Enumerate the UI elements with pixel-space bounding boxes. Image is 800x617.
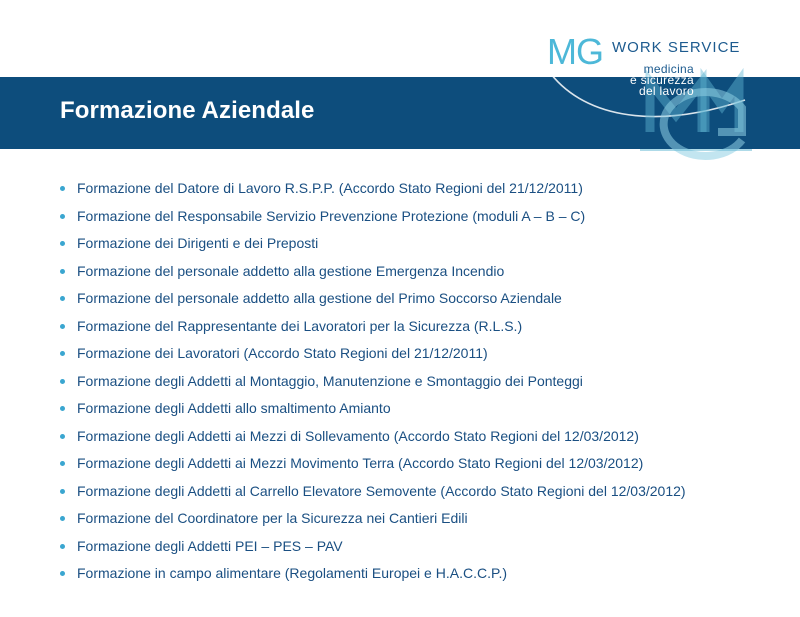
bullet-icon [60,241,65,246]
logo-mark: MG [547,31,603,72]
list-item-text: Formazione degli Addetti ai Mezzi di Sollevamento (Accordo Stato Regioni del 12/03/2012) [77,427,639,444]
bullet-icon [60,324,65,329]
bullet-icon [60,489,65,494]
list-item [58,508,686,536]
list-item-text: Formazione del personale addetto alla gestione del Primo Soccorso Aziendale [77,290,562,306]
bullet-icon [60,461,65,466]
list-item-text: Formazione in campo alimentare (Regolamenti Europei e H.A.C.C.P.) [77,565,508,581]
page-title: Formazione Aziendale [60,97,315,124]
list-item-text: Formazione degli Addetti al Montaggio, Manutenzione e Smontaggio dei Ponteggi [77,372,583,389]
logo-tagline-line3: del lavoro [638,84,694,98]
list-item-text: Formazione del Coordinatore per la Sicurezza nei Cantieri Edili [77,510,468,526]
list-item [58,288,686,316]
list-item [58,563,686,591]
bullet-icon [60,214,65,219]
logo-brand: WORK SERVICE [612,39,741,56]
bullet-icon [60,516,65,521]
list-item [58,343,686,371]
logo-tagline [612,64,694,97]
list-item [58,178,686,206]
list-item [58,536,686,564]
list-item [58,206,686,234]
list-item [58,371,686,399]
list-item [58,233,686,261]
list-item [58,316,686,344]
list-item-text: Formazione del Responsabile Servizio Prevenzione Protezione (moduli A – B – C) [77,207,586,224]
list-item-text: Formazione del personale addetto alla gestione Emergenza Incendio [77,262,505,279]
bullet-icon [60,571,65,576]
list-item-text: Formazione degli Addetti PEI – PES – PAV [77,537,343,554]
list-item-text: Formazione del Rappresentante dei Lavoratori per la Sicurezza (R.L.S.) [77,317,523,334]
list-item [58,398,686,426]
list-item [58,261,686,289]
list-item-text: Formazione degli Addetti ai Mezzi Movimento Terra (Accordo Stato Regioni del 12/03/2012) [77,455,644,471]
bullet-icon [60,186,65,191]
list-item [58,453,686,481]
bullet-icon [60,351,65,356]
list-item [58,426,686,454]
list-item-text: Formazione del Datore di Lavoro R.S.P.P. (Accordo Stato Regioni del 21/12/2011) [77,180,583,196]
bullet-icon [60,544,65,549]
training-list [58,178,686,591]
bullet-icon [60,379,65,384]
bullet-icon [60,406,65,411]
bullet-icon [60,296,65,301]
list-item-text: Formazione dei Dirigenti e dei Preposti [77,235,319,251]
logo-tagline-line1: medicina [643,62,694,76]
logo-tagline-line2: e sicurezza [630,73,694,87]
bullet-icon [60,269,65,274]
list-item-text: Formazione degli Addetti allo smaltimento Amianto [77,400,391,416]
list-item-text: Formazione dei Lavoratori (Accordo Stato Regioni del 21/12/2011) [77,345,488,361]
list-item-text: Formazione degli Addetti al Carrello Elevatore Semovente (Accordo Stato Regioni del 12/03/2012) [77,482,686,499]
bullet-icon [60,434,65,439]
list-item [58,481,686,509]
